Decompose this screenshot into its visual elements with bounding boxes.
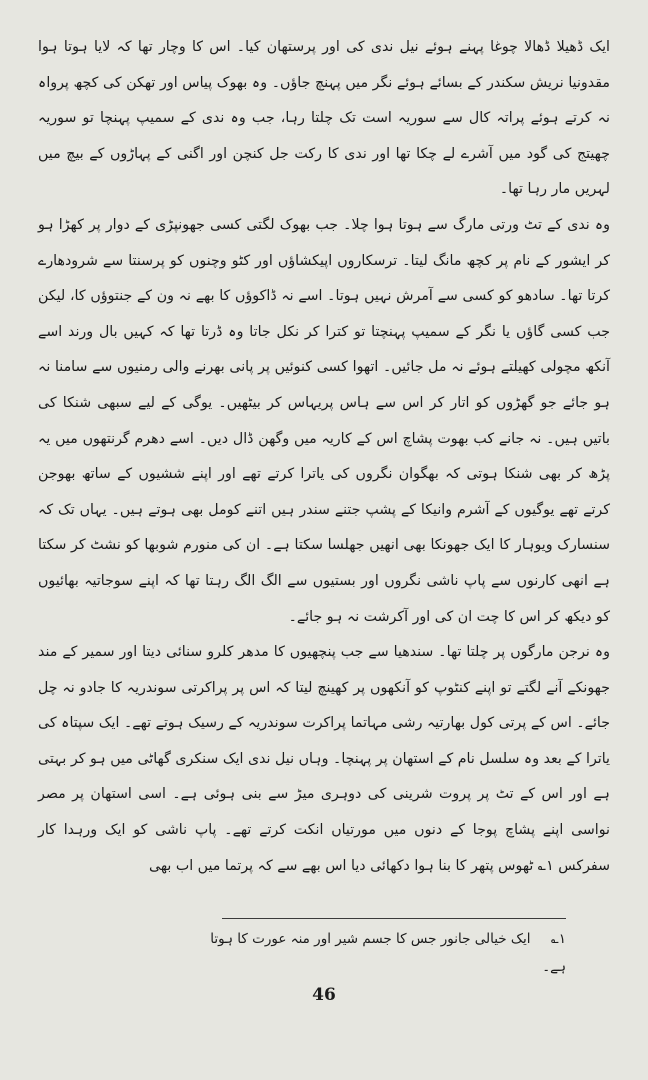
page-number: 46 [312,985,336,1005]
footnote-marker: ۱؎ [550,931,566,947]
paragraph-3: وہ نرجن مارگوں پر چلتا تھا۔ سندھیا سے جب پنچھیوں کا مدھر کلرو سنائی دیتا اور سمیر کے مند جھونکے آنے لگتے تو اپنے کنٹوپ کو آنکھوں پر کھینچ لیتا کہ اس پر پراکرتی سوندریہ کا جادو نہ چل جائے۔ اس کے پرتی کول بھارتیہ رشی مہاتما پراکرت سوندریہ کے رسیک ہوتے تھے۔ ایک سپتاہ کی یاترا کے بعد وہ سلسل نام کے استھان پر پہنچا۔ وہاں نیل ندی ایک سنکری گھاٹی میں ہو کر بہتی ہے اور اس کے تٹ پر پروت شرینی کی دوہری میڑ سے بنی ہوئی ہے۔ اسی استھان پر مصر نواسی اپنے پشاچ پوجا کے دنوں میں مورتیاں انکت کرتے تھے۔ پاپ ناشی کو ایک ورہدا کار سفرکس ۱؎ ٹھوس پتھر کا بنا ہوا دکھائی دیا اس بھے سے کہ پرتما میں اب بھی [38,644,610,874]
paragraph-1: ایک ڈھیلا ڈھالا چوغا پہنے ہوئے نیل ندی کی اور پرستھان کیا۔ اس کا وچار تھا کہ لایا ہوتا ہوا مقدونیا نریش سکندر کے بسائے ہوئے نگر میں پہنچ جاؤں۔ وہ بھوک پیاس اور تھکن کی کچھ پرواہ نہ کرتے ہوئے پراتہ کال سے سوریہ است تک چلتا رہا، جب وہ ندی کے سمیپ پہنچا تو سوریہ چھیتج کی گود میں آشرے لے چکا تھا اور ندی کا رکت جل کنچن اور اگنی کے پہاڑوں کے بیچ میں لہریں مار رہا تھا۔ [38,39,610,198]
footnote [186,925,566,981]
paragraph-2: وہ ندی کے تٹ ورتی مارگ سے ہوتا ہوا چلا۔ جب بھوک لگتی کسی جھونپڑی کے دوار پر کھڑا ہو کر ایشور کے نام پر کچھ مانگ لیتا۔ ترسکاروں اپیکشاؤں اور کٹو وچنوں کو پرسنتا سے شرودھارے کرتا تھا۔ سادھو کو کسی سے آمرش نہیں ہوتا۔ اسے نہ ڈاکوؤں کا بھے نہ ون کے جنتوؤں کا، لیکن جب کسی گاؤں یا نگر کے سمیپ پہنچتا تو کترا کر نکل جاتا وہ ڈرتا تھا کہ کہیں بال ورند اسے آنکھ مچولی کھیلتے ہوئے نہ مل جائیں۔ اتھوا کسی کنوئیں پر پانی بھرنے والی رمنیوں سے سامنا نہ ہو جائے جو گھڑوں کو اتار کر اس سے ہاس پریہاس کر بیٹھیں۔ یوگی کے لیے سبھی شنکا کی باتیں ہیں۔ نہ جانے کب بھوت پشاچ اس کے کاریہ میں وگھن ڈال دیں۔ اسے دھرم گرنتھوں میں یہ پڑھ کر بھی شنکا ہوتی کہ بھگوان نگروں کی یاترا کرتے تھے اور اپنے ششیوں کے ساتھ بھوجن کرتے تھے یوگیوں کے آشرم وانیکا کے پشپ جتنے سندر ہیں اتنے کومل بھی ہوتے ہیں۔ یہاں تک کہ سنسارک ویوہار کا ایک جھونکا بھی انھیں جھلسا سکتا ہے۔ ان کی منورم شوبھا کو نشٹ کر سکتا ہے انھی کارنوں سے پاپ ناشی نگروں اور بستیوں سے الگ الگ رہتا تھا کہ اپنے سوجاتیہ بھائیوں کو دیکھ کر اس کا چت ان کی اور آکرشت نہ ہو جائے۔ [38,216,610,625]
footnote-text: ایک خیالی جانور جس کا جسم شیر اور منہ عورت کا ہوتا ہے۔ [210,931,566,975]
body-text [38,30,610,884]
footnote-divider [222,918,566,919]
